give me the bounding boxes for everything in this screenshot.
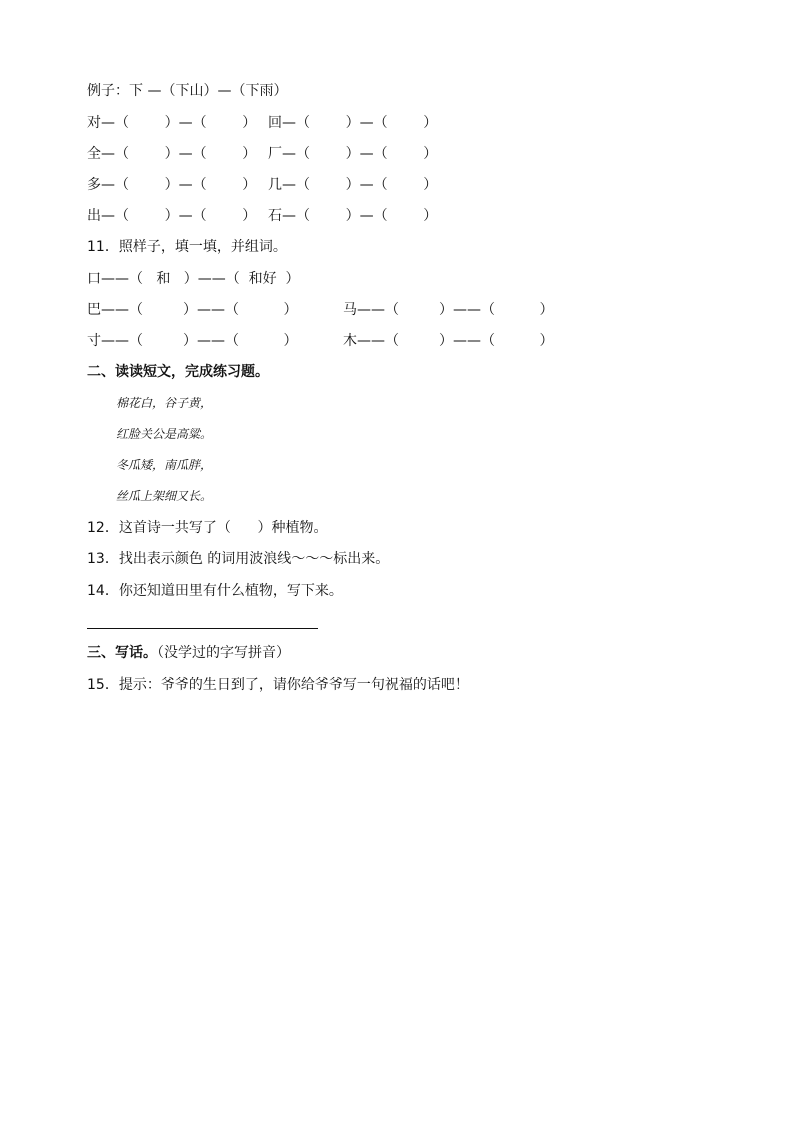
compose-row-left: 寸——（ ）——（ ）: [87, 333, 298, 349]
poem-line: 冬瓜矮，南瓜胖，: [116, 458, 213, 472]
answer-line: [87, 628, 318, 629]
question-15: 15．提示：爷爷的生日到了，请你给爷爷写一句祝福的话吧！: [87, 677, 469, 693]
char-row-right: 石—（ ）—（ ）: [268, 208, 438, 224]
char-row-left: 多—（ ）—（ ）: [87, 177, 257, 193]
section-3-title: 三、写话。: [87, 645, 157, 661]
compose-row-left: 巴——（ ）——（ ）: [87, 302, 298, 318]
question-14: 14．你还知道田里有什么植物，写下来。: [87, 583, 343, 599]
question-13: 13．找出表示颜色 的词用波浪线～～～标出来。: [87, 551, 390, 567]
poem-line: 棉花白，谷子黄，: [116, 396, 213, 410]
char-row: [87, 206, 507, 226]
example-line: 例子：下 —（下山）—（下雨）: [87, 83, 288, 99]
char-row-left: 出—（ ）—（ ）: [87, 208, 257, 224]
compose-row-right: 马——（ ）——（ ）: [343, 302, 554, 318]
char-row-left: 对—（ ）—（ ）: [87, 115, 257, 131]
char-row-right: 回—（ ）—（ ）: [268, 115, 438, 131]
question-11: 11．照样子，填一填，并组词。: [87, 239, 287, 255]
char-row-right: 厂—（ ）—（ ）: [268, 146, 438, 162]
char-row: [87, 144, 507, 164]
char-row-right: 几—（ ）—（ ）: [268, 177, 438, 193]
poem-line: 丝瓜上架细又长。: [116, 489, 213, 503]
char-row: [87, 113, 507, 133]
char-row: [87, 175, 507, 195]
poem-line: 红脸关公是高粱。: [116, 427, 213, 441]
question-11-example: 口——（ 和 ）——（ 和好 ）: [87, 271, 300, 287]
compose-row: [87, 300, 587, 320]
section-3-heading: [87, 643, 290, 663]
compose-row: [87, 331, 587, 351]
section-3-note: （没学过的字写拼音）: [157, 645, 290, 661]
compose-row-right: 木——（ ）——（ ）: [343, 333, 554, 349]
char-row-left: 全—（ ）—（ ）: [87, 146, 257, 162]
section-2-title: 二、读读短文，完成练习题。: [87, 364, 269, 380]
question-12: 12．这首诗一共写了（ ）种植物。: [87, 520, 328, 536]
